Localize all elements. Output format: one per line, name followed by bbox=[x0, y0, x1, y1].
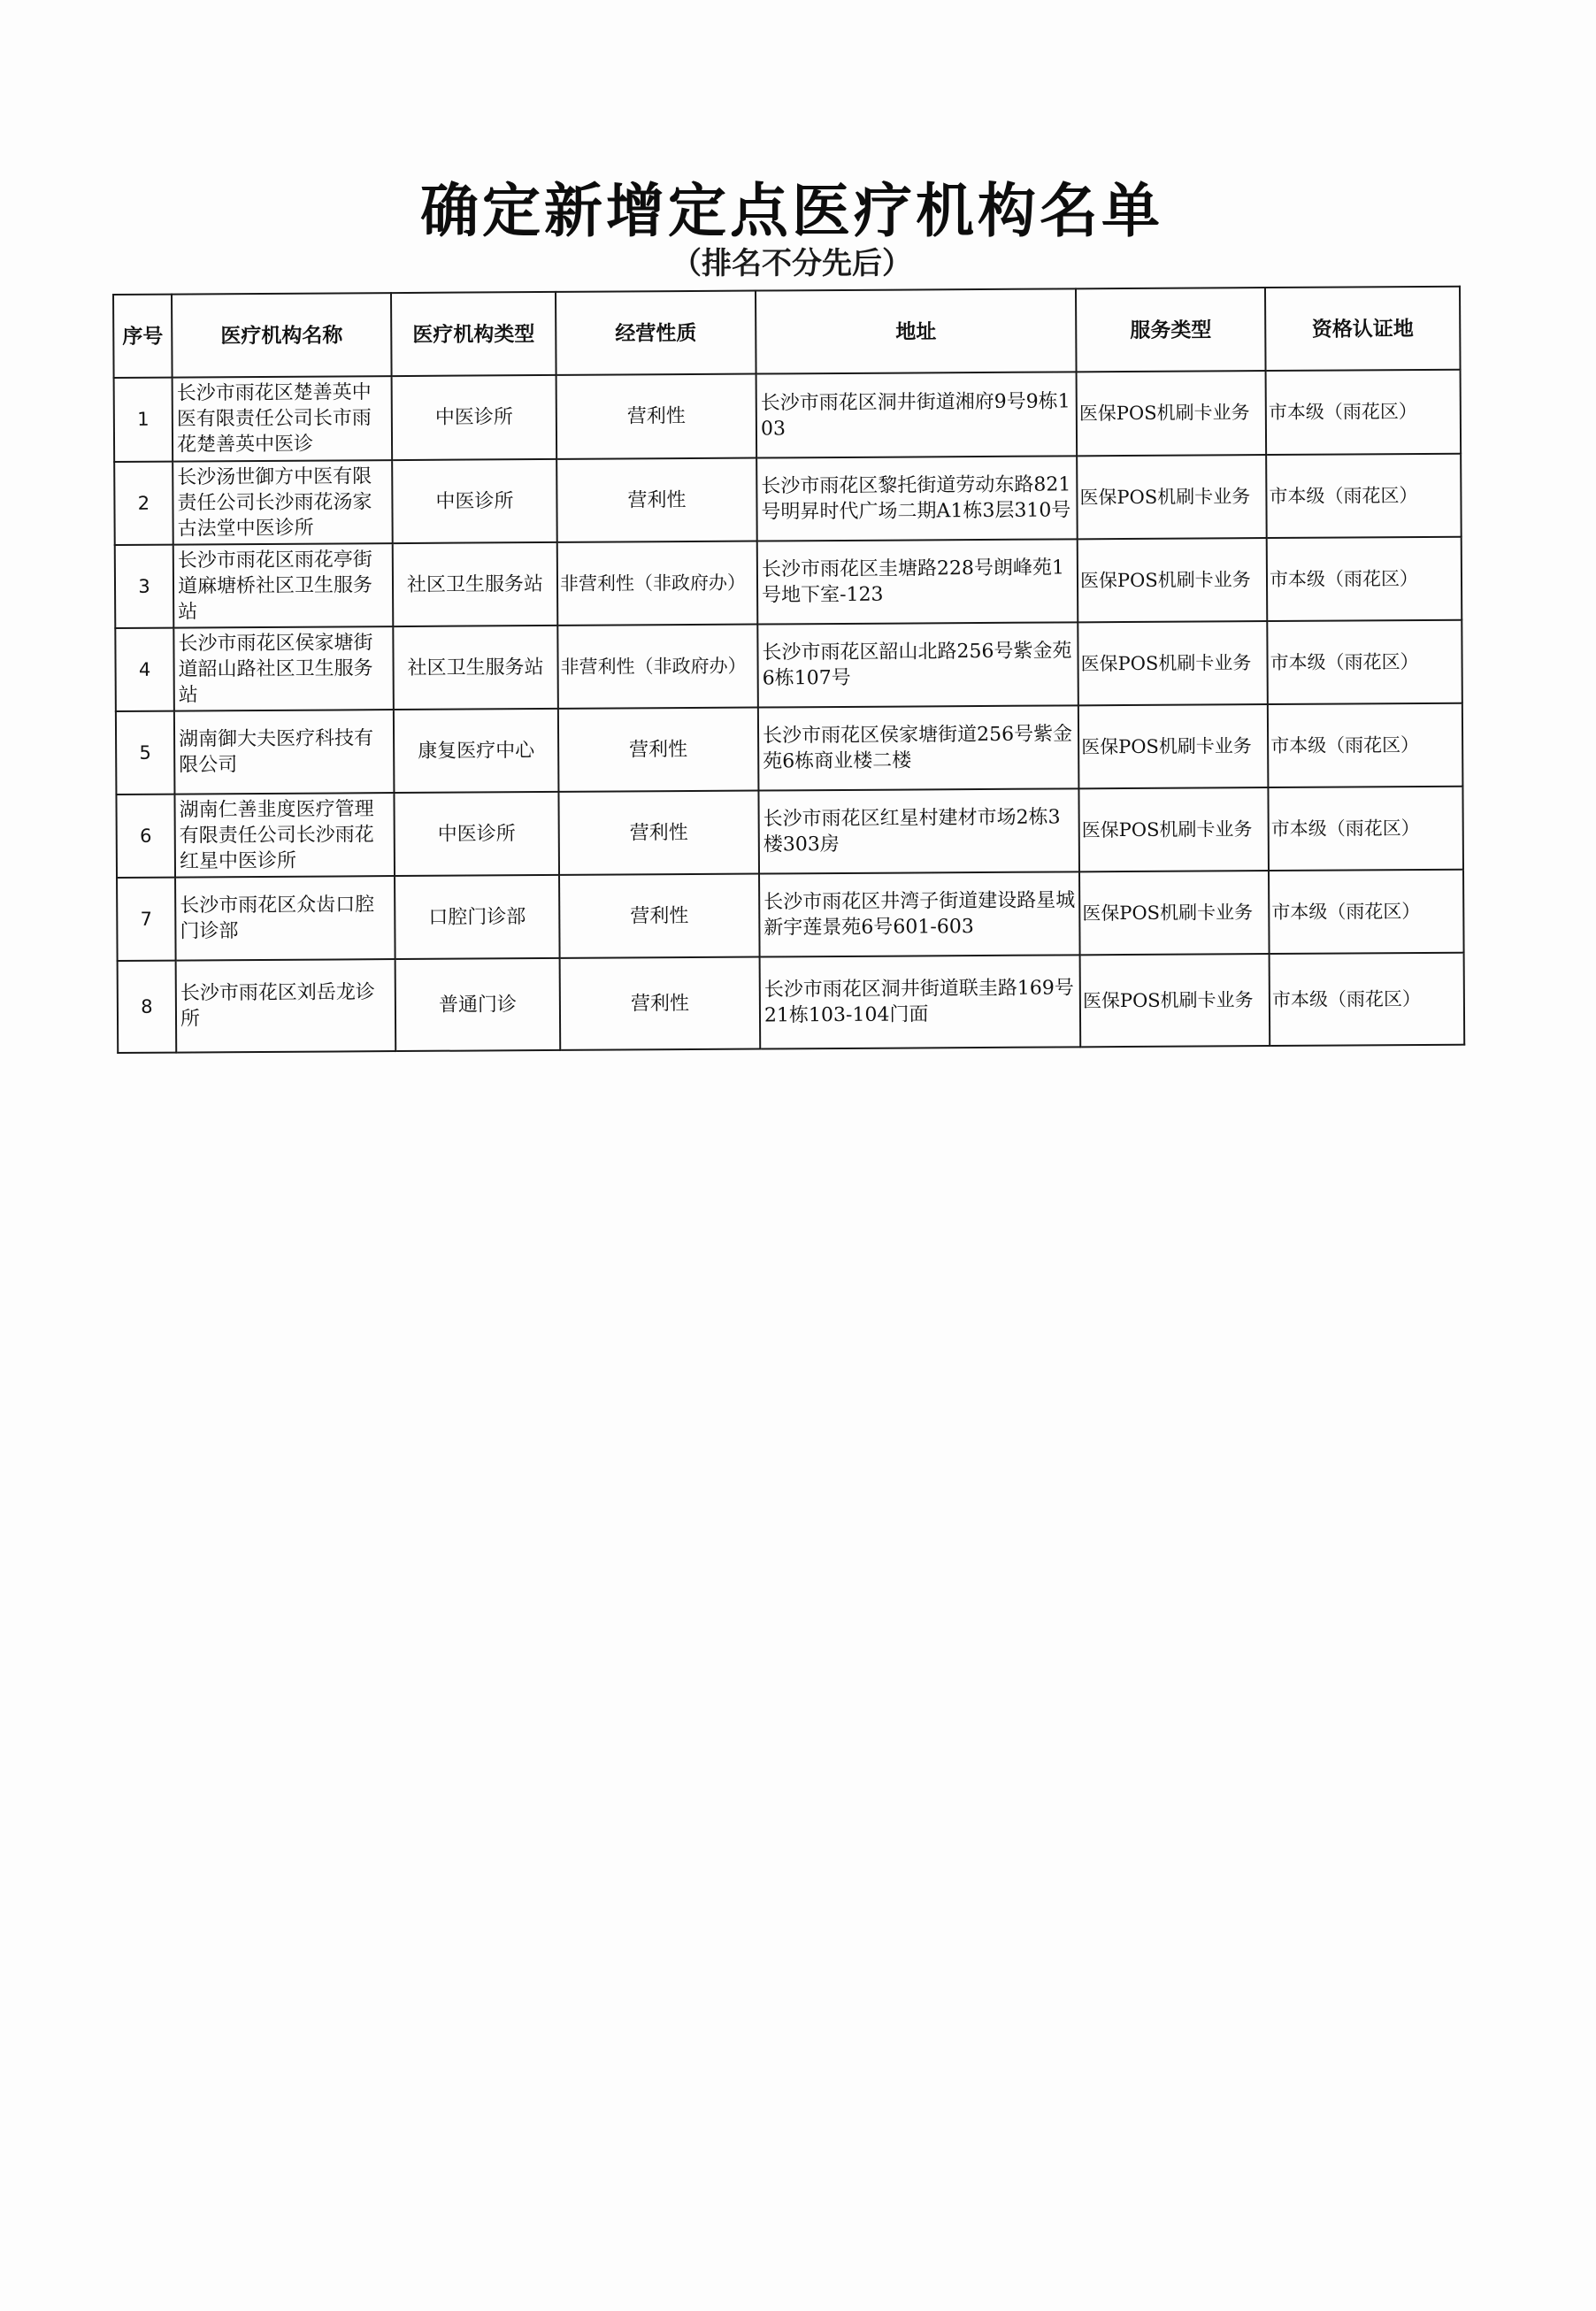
cell-address: 长沙市雨花区洞井街道联圭路169号21栋103-104门面 bbox=[760, 955, 1081, 1048]
cell-name: 长沙汤世御方中医有限责任公司长沙雨花汤家古法堂中医诊所 bbox=[173, 460, 393, 545]
cell-index: 3 bbox=[115, 545, 174, 628]
cell-service: 医保POS机刷卡业务 bbox=[1078, 538, 1268, 622]
cell-index: 7 bbox=[117, 878, 176, 961]
cell-service: 医保POS机刷卡业务 bbox=[1078, 787, 1269, 871]
table-row bbox=[116, 703, 1463, 795]
cell-service: 医保POS机刷卡业务 bbox=[1080, 954, 1270, 1047]
cell-type: 康复医疗中心 bbox=[394, 709, 559, 793]
cell-address: 长沙市雨花区洞井街道湘府9号9栋103 bbox=[756, 372, 1078, 457]
institution-table-wrapper bbox=[112, 286, 1463, 1054]
cell-type: 中医诊所 bbox=[392, 459, 557, 543]
cell-name: 长沙市雨花区众齿口腔门诊部 bbox=[175, 876, 395, 961]
cell-index: 8 bbox=[118, 961, 177, 1053]
cell-nature: 非营利性（非政府办） bbox=[557, 541, 758, 626]
cell-location: 市本级（雨花区） bbox=[1268, 703, 1463, 787]
header-cell-service: 服务类型 bbox=[1076, 288, 1266, 372]
table-row bbox=[115, 537, 1462, 628]
header-cell-location: 资格认证地 bbox=[1265, 287, 1461, 371]
cell-index: 4 bbox=[115, 628, 174, 711]
cell-nature: 营利性 bbox=[556, 458, 757, 542]
cell-index: 6 bbox=[116, 795, 175, 878]
cell-name: 长沙市雨花区刘岳龙诊所 bbox=[176, 959, 396, 1053]
table-row bbox=[118, 953, 1465, 1053]
cell-address: 长沙市雨花区圭塘路228号朗峰苑1号地下室-123 bbox=[757, 539, 1078, 624]
cell-location: 市本级（雨花区） bbox=[1267, 537, 1462, 621]
cell-nature: 营利性 bbox=[559, 874, 760, 958]
page-subtitle: （排名不分先后） bbox=[671, 246, 912, 281]
header-cell-index: 序号 bbox=[113, 295, 173, 378]
cell-nature: 营利性 bbox=[558, 791, 759, 875]
table-row bbox=[114, 370, 1462, 462]
cell-type: 社区卫生服务站 bbox=[393, 542, 558, 626]
cell-service: 医保POS机刷卡业务 bbox=[1077, 455, 1267, 539]
table-header-row bbox=[113, 287, 1461, 378]
cell-type: 中医诊所 bbox=[392, 375, 557, 460]
header-cell-type: 医疗机构类型 bbox=[391, 292, 556, 376]
cell-name: 湖南仁善韭度医疗管理有限责任公司长沙雨花红星中医诊所 bbox=[174, 793, 395, 878]
cell-type: 社区卫生服务站 bbox=[393, 626, 558, 710]
cell-service: 医保POS机刷卡业务 bbox=[1077, 371, 1267, 456]
cell-address: 长沙市雨花区井湾子街道建设路星城新宇莲景苑6号601-603 bbox=[759, 871, 1080, 956]
table-row bbox=[116, 787, 1463, 878]
cell-index: 5 bbox=[116, 711, 175, 795]
header-cell-name: 医疗机构名称 bbox=[172, 293, 392, 378]
cell-service: 医保POS机刷卡业务 bbox=[1078, 704, 1269, 788]
cell-service: 医保POS机刷卡业务 bbox=[1078, 621, 1268, 705]
cell-service: 医保POS机刷卡业务 bbox=[1079, 871, 1270, 955]
page-title: 确定新增定点医疗机构名单 bbox=[420, 176, 1163, 245]
cell-name: 长沙市雨花区楚善英中医有限责任公司长市雨花楚善英中医诊 bbox=[173, 376, 393, 462]
cell-index: 2 bbox=[114, 462, 173, 545]
header-cell-address: 地址 bbox=[756, 288, 1077, 373]
cell-location: 市本级（雨花区） bbox=[1266, 454, 1462, 538]
cell-type: 口腔门诊部 bbox=[395, 875, 560, 959]
cell-type: 中医诊所 bbox=[394, 792, 559, 876]
cell-location: 市本级（雨花区） bbox=[1269, 870, 1464, 954]
cell-nature: 营利性 bbox=[560, 957, 761, 1050]
cell-type: 普通门诊 bbox=[395, 958, 561, 1051]
cell-name: 长沙市雨花区雨花亭街道麻塘桥社区卫生服务站 bbox=[173, 543, 394, 628]
cell-nature: 非营利性（非政府办） bbox=[557, 625, 758, 709]
cell-index: 1 bbox=[114, 378, 173, 462]
header-cell-nature: 经营性质 bbox=[556, 291, 756, 375]
cell-location: 市本级（雨花区） bbox=[1268, 787, 1463, 871]
cell-nature: 营利性 bbox=[556, 374, 757, 459]
cell-address: 长沙市雨花区红星村建材市场2栋3楼303房 bbox=[758, 788, 1079, 873]
cell-address: 长沙市雨花区韶山北路256号紫金苑6栋107号 bbox=[757, 622, 1078, 707]
cell-name: 湖南御大夫医疗科技有限公司 bbox=[174, 710, 395, 795]
cell-address: 长沙市雨花区黎托街道劳动东路821号明昇时代广场二期A1栋3层310号 bbox=[756, 456, 1078, 541]
cell-address: 长沙市雨花区侯家塘街道256号紫金苑6栋商业楼二楼 bbox=[758, 705, 1079, 790]
cell-name: 长沙市雨花区侯家塘街道韶山路社区卫生服务站 bbox=[173, 626, 394, 711]
table-row bbox=[117, 870, 1464, 961]
cell-nature: 营利性 bbox=[558, 708, 759, 792]
table-row bbox=[115, 620, 1462, 711]
cell-location: 市本级（雨花区） bbox=[1270, 953, 1465, 1046]
cell-location: 市本级（雨花区） bbox=[1266, 370, 1462, 455]
cell-location: 市本级（雨花区） bbox=[1267, 620, 1462, 704]
table-row bbox=[114, 454, 1462, 545]
institution-table bbox=[112, 286, 1465, 1054]
